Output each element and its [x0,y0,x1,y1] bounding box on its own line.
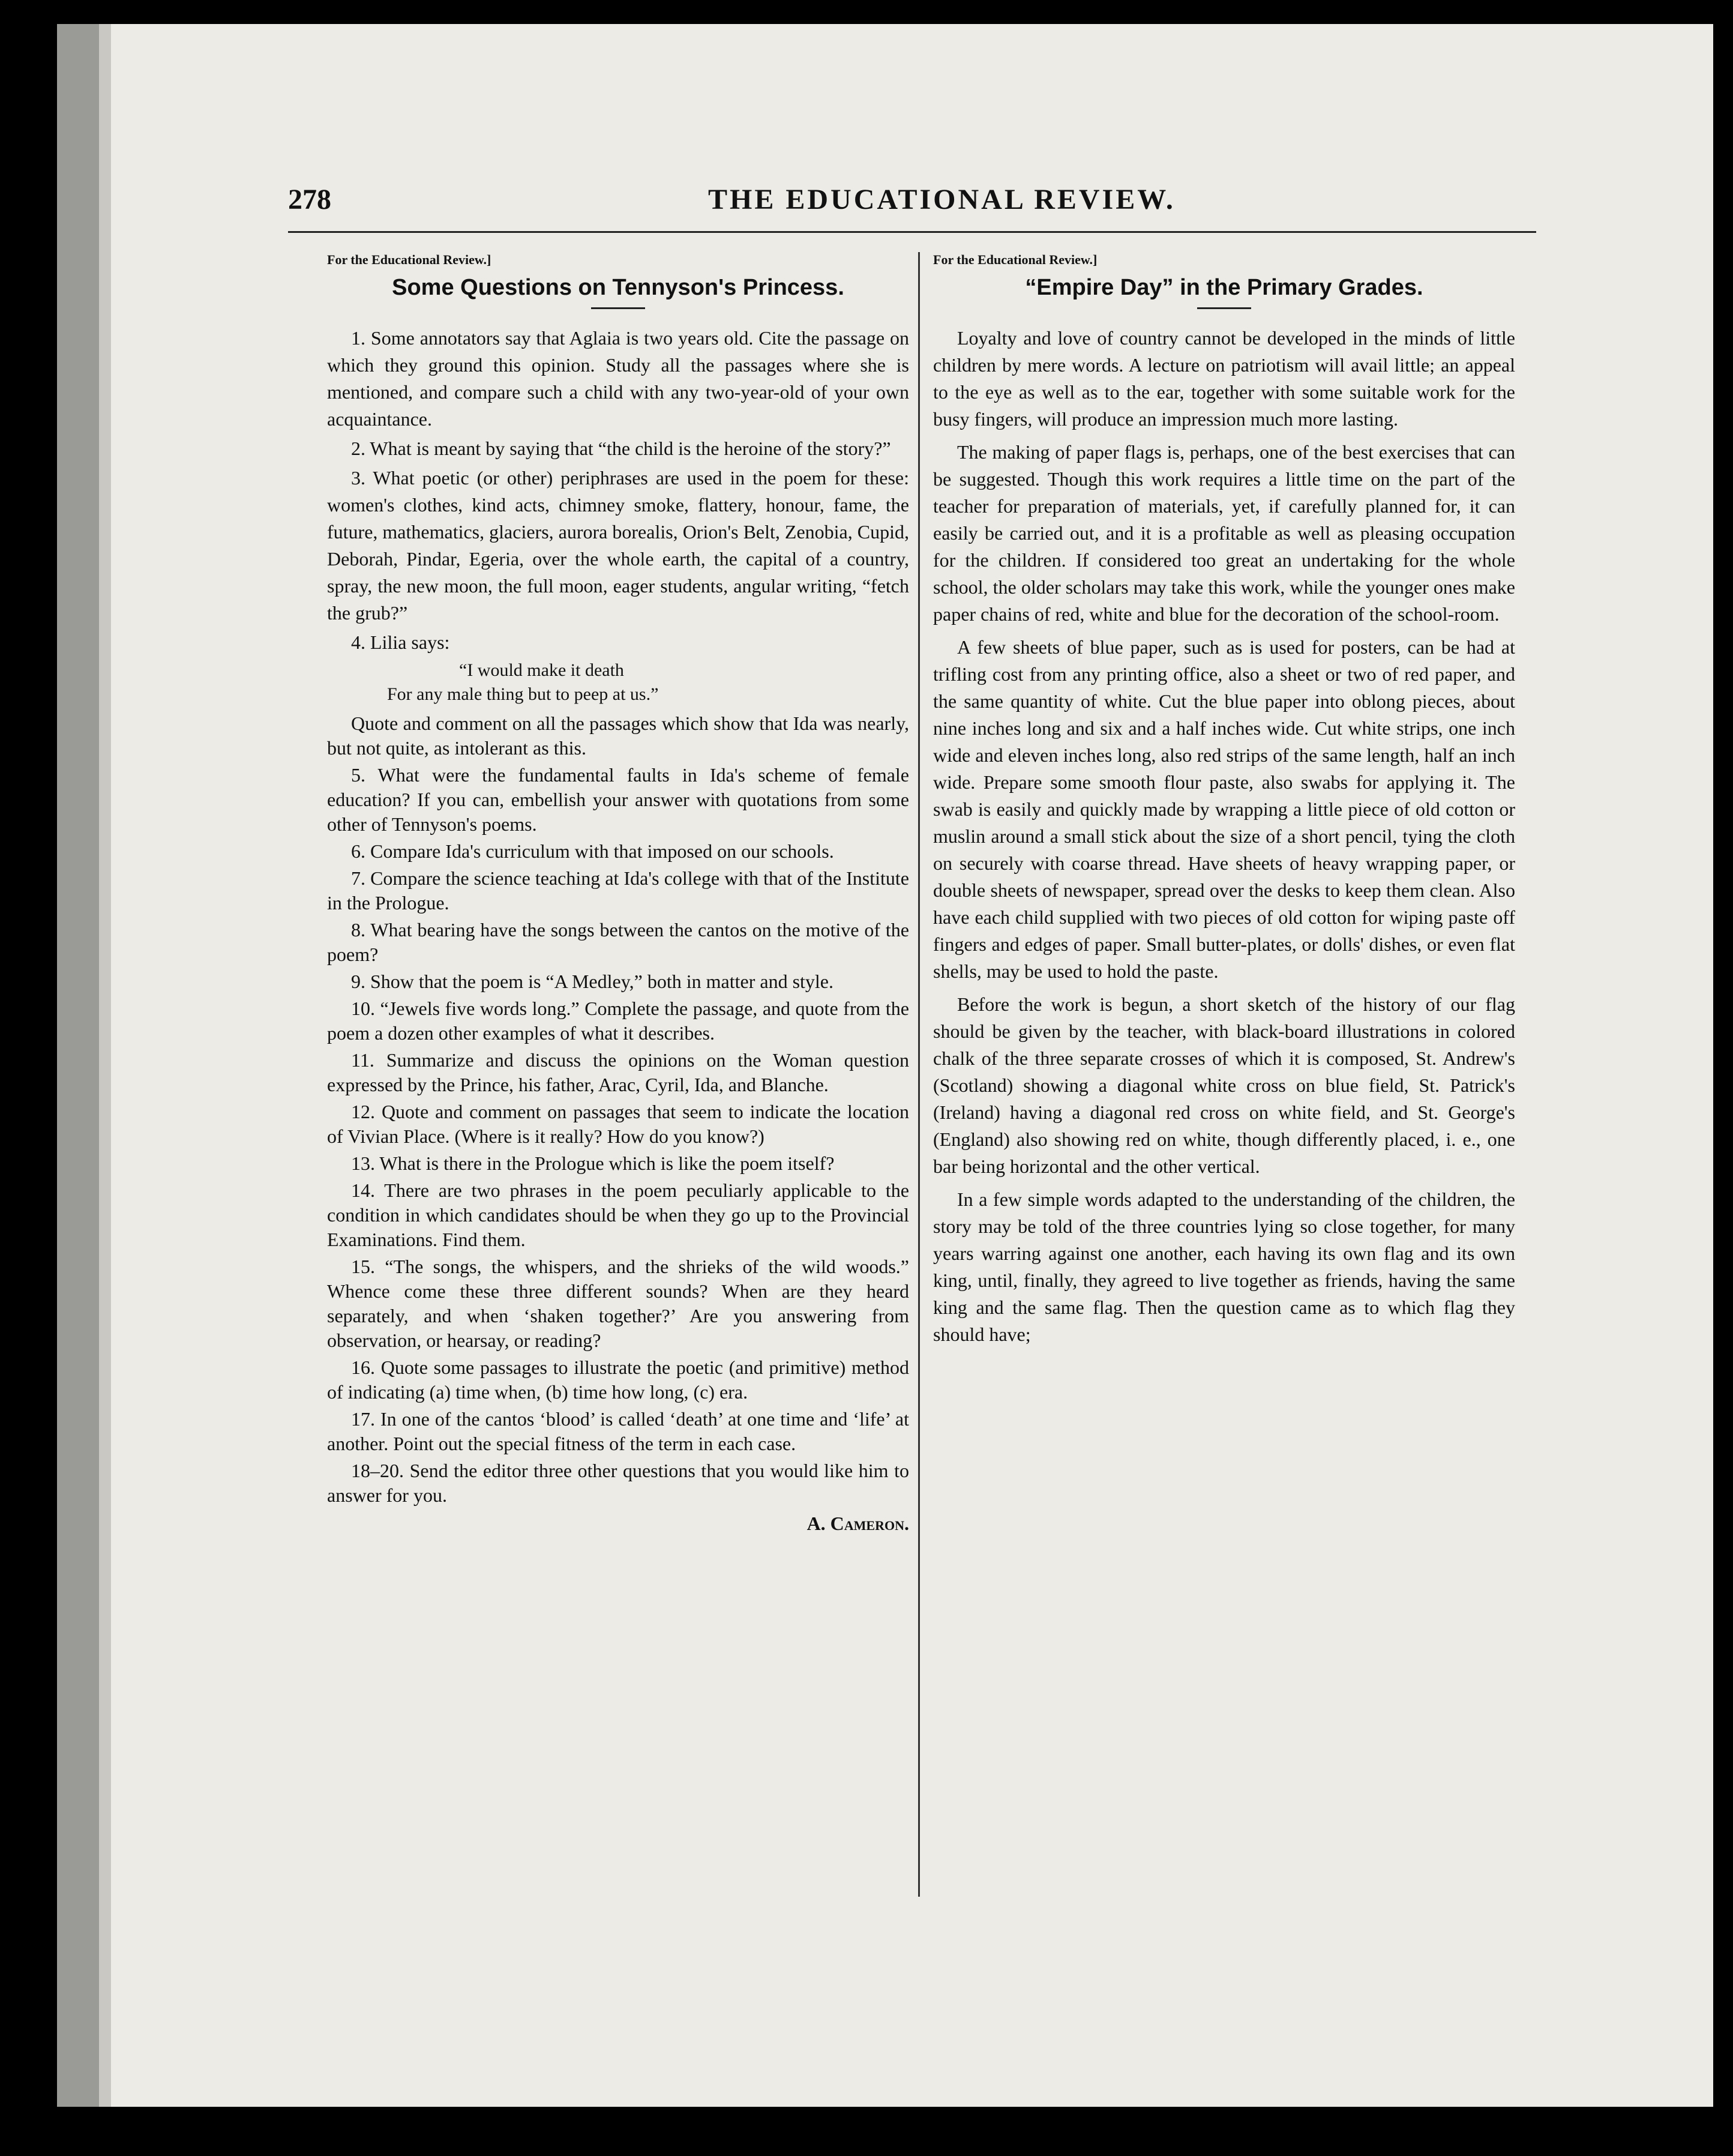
question-item: 11. Summarize and discuss the opinions on the Woman question expressed by the Prince, his father, Arac, Cyril, Ida, and Blanche. [327,1049,909,1095]
body-paragraph: Loyalty and love of country cannot be developed in the minds of little children by mere words. A lecture on patriotism will avail little; an appeal to the eye as well as to the ear, together with some suitable work for the busy fingers, will produce an impression much more lasting. [933,327,1515,430]
left-credit: For the Educational Review.] [327,252,491,267]
page-header [288,183,1524,225]
quote-line: For any male thing but to peep at us.” [387,684,659,704]
question-item: 13. What is there in the Prologue which is like the poem itself? [351,1152,835,1174]
question-item: 1. Some annotators say that Aglaia is two years old. Cite the passage on which they ground this opinion. Study all the passages where she is mentioned, and compare such a child with any two-year-old of your own acquaintance. [327,327,909,430]
right-credit: For the Educational Review.] [933,252,1098,267]
question-item: 9. Show that the poem is “A Medley,” both in matter and style. [351,971,833,992]
question-item: 15. “The songs, the whispers, and the shrieks of the wild woods.” Whence come these three different sounds? When are they heard separately, and when ‘shaken together?’ Are you answering from observation, or hearsay, or reading? [327,1256,909,1351]
question-list [327,711,909,1508]
title-rule [1197,307,1251,309]
column-divider [918,252,920,1897]
block-quote [327,658,909,706]
question-item: 6. Compare Ida's curriculum with that imposed on our schools. [351,840,834,862]
question-item: 12. Quote and comment on passages that seem to indicate the location of Vivian Place. (Where is it really? How do you know?) [327,1101,909,1147]
body-paragraph: Before the work is begun, a short sketch of the history of our flag should be given by the teacher, with black-board illustrations in colored chalk of the three separate crosses of which it is composed, St. Andrew's (Scotland) showing a diagonal white cross on blue field, St. Patrick's (Ireland) having a diagonal red cross on white field, and St. George's (England) also showing red on white, though differently placed, i. e., one bar being horizontal and the other vertical. [933,993,1515,1177]
question-item: 10. “Jewels five words long.” Complete the passage, and quote from the poem a dozen other examples of what it describes. [327,998,909,1044]
question-item: 14. There are two phrases in the poem peculiarly applicable to the condition in which candidates should be when they go up to the Provincial Examinations. Find them. [327,1179,909,1250]
body-paragraph: A few sheets of blue paper, such as is used for posters, can be had at trifling cost from any printing office, also a sheet or two of red paper, and the same quantity of white. Cut the blue paper into oblong pieces, about nine inches long and six and a half inches wide. Cut white strips, one inch wide and eleven inches long, also red strips of the same length, half an inch wide. Prepare some smooth flour paste, also swabs for applying it. The swab is easily and quickly made by wrapping a little piece of old cotton or muslin around a small stick about the size of a short pencil, tying the cloth on securely with coarse thread. Have sheets of heavy wrapping paper, or double sheets of newspaper, spread over the desks to keep them clean. Also have each child supplied with two pieces of old cotton for wiping paste off fingers and edges of paper. Small butter-plates, or dolls' dishes, or even flat shells, may be used to hold the paste. [933,636,1515,982]
right-column [933,246,1515,1354]
question-item: 5. What were the fundamental faults in Ida's scheme of female education? If you can, embellish your answer with quotations from some other of Tennyson's poems. [327,764,909,835]
question-item: 3. What poetic (or other) periphrases are used in the poem for these: women's clothes, kind acts, chimney smoke, flattery, honour, fame, the future, mathematics, glaciers, aurora borealis, Orion's Belt, Zenobia, Cupid, Deborah, Pindar, Egeria, over the whole earth, the capital of a country, spray, the new moon, the full moon, eager students, angular writing, “fetch the grub?” [327,467,909,624]
binding-edge [57,24,99,2107]
title-rule [591,307,645,309]
question-item: 16. Quote some passages to illustrate the poetic (and primitive) method of indicating (a) time when, (b) time how long, (c) era. [327,1357,909,1403]
question-item: 17. In one of the cantos ‘blood’ is called ‘death’ at one time and ‘life’ at another. Point out the special fitness of the term in each case. [327,1408,909,1454]
question-item: 4. Lilia says: [351,631,450,653]
question-item: 8. What bearing have the songs between the cantos on the motive of the poem? [327,919,909,965]
running-title: THE EDUCATIONAL REVIEW. [708,184,1176,215]
question-item: 7. Compare the science teaching at Ida's college with that of the Institute in the Prologue. [327,867,909,914]
header-rule [288,231,1536,233]
quote-line: “I would make it death [459,660,624,680]
question-item: 18–20. Send the editor three other questions that you would like him to answer for you. [327,1460,909,1506]
question-item: Quote and comment on all the passages which show that Ida was nearly, but not quite, as intolerant as this. [327,712,909,759]
body-paragraph: In a few simple words adapted to the understanding of the children, the story may be told of the three countries lying so close together, for many years warring against one another, each having its own flag and its own king, until, finally, they agreed to live together as friends, having the same king and the same flag. Then the question came as to which flag they should have; [933,1188,1515,1345]
right-article-title: “Empire Day” in the Primary Grades. [1025,275,1423,300]
author-signature: A. Cameron. [806,1513,909,1534]
question-item: 2. What is meant by saying that “the child is the heroine of the story?” [351,438,891,459]
left-article-title: Some Questions on Tennyson's Princess. [392,275,844,300]
binding-shadow [99,24,111,2107]
page-number: 278 [288,184,331,215]
left-column [327,246,909,1537]
body-paragraph: The making of paper flags is, perhaps, one of the best exercises that can be suggested. Though this work requires a little time on the part of the teacher for preparation of materials, yet, if carefully planned for, it can easily be carried out, and it is a profitable as well as pleasing occupation for the children. If considered too great an undertaking for the whole school, the older scholars may take this work, while the younger ones make paper chains of red, white and blue for the decoration of the school-room. [933,441,1515,625]
